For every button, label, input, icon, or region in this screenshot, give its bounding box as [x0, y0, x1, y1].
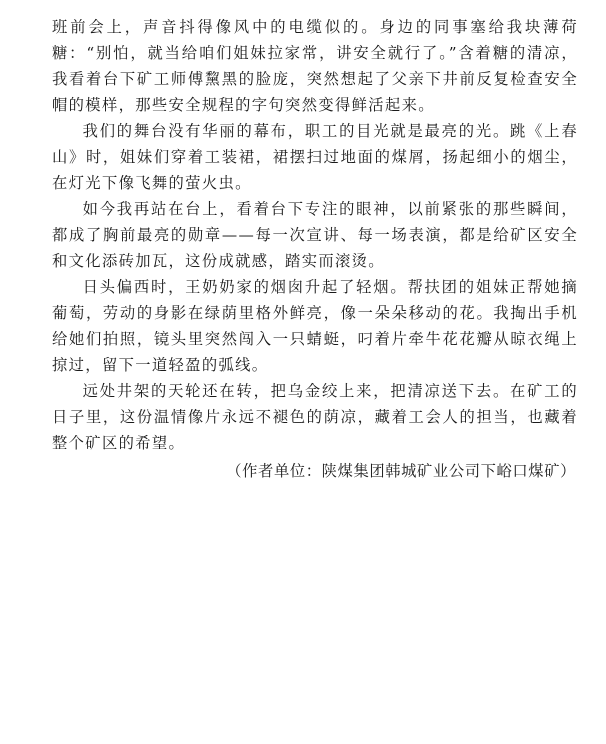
paragraph-4: 日头偏西时，王奶奶家的烟囱升起了轻烟。帮扶团的姐妹正帮她摘葡萄，劳动的身影在绿荫里格外鲜亮，像一朵朵移动的花。我掏出手机给她们拍照，镜头里突然闯入一只蜻蜓，叼着片牵牛花花瓣从晾衣绳上掠过，留下一道轻盈的弧线。 [52, 278, 578, 374]
paragraph-5: 远处井架的天轮还在转，把乌金绞上来，把清凉送下去。在矿工的日子里，这份温情像片永远不褪色的荫凉，藏着工会人的担当，也藏着整个矿区的希望。 [52, 382, 578, 452]
author-affiliation: （作者单位：陕煤集团韩城矿业公司下峪口煤矿） [226, 462, 576, 480]
paragraph-1: 班前会上，声音抖得像风中的电缆似的。身边的同事塞给我块薄荷糖：“别怕，就当给咱们姐妹拉家常，讲安全就行了。”含着糖的清凉，我看着台下矿工师傅黧黑的脸庞，突然想起了父亲下井前反复检查安全帽的模样，那些安全规程的字句突然变得鲜活起来。 [52, 18, 578, 114]
paragraph-2: 我们的舞台没有华丽的幕布，职工的目光就是最亮的光。跳《上春山》时，姐妹们穿着工装裙，裙摆扫过地面的煤屑，扬起细小的烟尘，在灯光下像飞舞的萤火虫。 [52, 122, 578, 192]
article-body [52, 14, 578, 484]
paragraph-3: 如今我再站在台上，看着台下专注的眼神，以前紧张的那些瞬间，都成了胸前最亮的勋章——每一次宣讲、每一场表演，都是给矿区安全和文化添砖加瓦，这份成就感，踏实而滚烫。 [52, 200, 578, 270]
